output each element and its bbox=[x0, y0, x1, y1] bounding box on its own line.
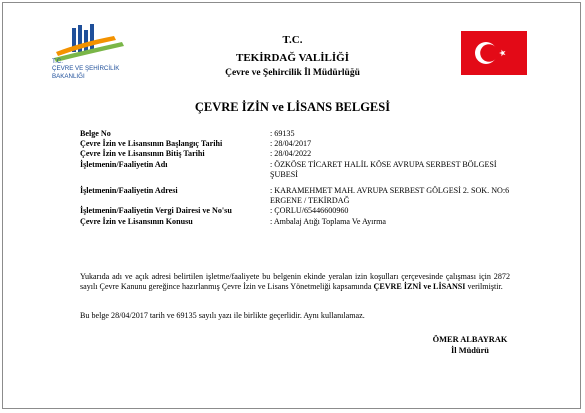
turkish-flag-icon bbox=[461, 31, 527, 75]
body-paragraph-bold: ÇEVRE İZNİ ve LİSANSI bbox=[373, 282, 466, 292]
field-label: Belge No bbox=[80, 129, 111, 138]
ministry-logo-text: T.C. ÇEVRE VE ŞEHİRCİLİK BAKANLIĞI bbox=[52, 58, 120, 80]
body-paragraph-end: verilmiştir. bbox=[465, 282, 503, 292]
field-label: İşletmenin/Faaliyetin Adresi bbox=[80, 186, 178, 196]
signatory-name: ÖMER ALBAYRAK bbox=[432, 335, 508, 344]
field-row-tax-office bbox=[80, 206, 520, 216]
field-row-business-name bbox=[80, 160, 520, 180]
field-value: : 28/04/2017 bbox=[270, 139, 520, 149]
field-label: Çevre İzin ve Lisansının Başlangıç Tarihi bbox=[80, 139, 223, 149]
header-directorate: Çevre ve Şehircilik İl Müdürlüğü bbox=[225, 68, 360, 78]
header-tc: T.C. bbox=[282, 34, 303, 46]
field-value: : KARAMEHMET MAH. AVRUPA SERBEST GÖLGESİ 2. SOK. NO:6 ERGENE / TEKİRDAĞ bbox=[270, 186, 520, 206]
field-row-document-no bbox=[80, 129, 520, 139]
field-row-start-date bbox=[80, 139, 520, 149]
field-label: Çevre İzin ve Lisansının Konusu bbox=[80, 216, 193, 226]
validity-note: Bu belge 28/04/2017 tarih ve 69135 sayılı yazı ile birlikte geçerlidir. Aynı kullanılamaz. bbox=[80, 311, 365, 320]
field-row-end-date bbox=[80, 149, 520, 159]
body-paragraph bbox=[80, 272, 510, 293]
crescent-star-icon bbox=[461, 31, 527, 75]
field-row-subject bbox=[80, 217, 520, 227]
field-label: İşletmenin/Faaliyetin Adı bbox=[80, 159, 168, 169]
body-paragraph-text: Yukarıda adı ve açık adresi belirtilen işletme/faaliyete bu belgenin ekinde yeralan izin koşulları çerçevesinde çalışması için 2872 sayılı Çevre Kanunu gereğince hazırlanmış Çevre İzin ve Lisans Yönetmeliği kapsamında bbox=[80, 272, 510, 292]
field-value: : 69135 bbox=[270, 129, 520, 139]
signatory-role: İl Müdürü bbox=[451, 346, 489, 355]
field-value: : ÖZKÖSE TİCARET HALİL KÖSE AVRUPA SERBEST BÖLGESİ ŞUBESİ bbox=[270, 160, 520, 180]
field-value: : ÇORLU/65446600960 bbox=[270, 206, 520, 216]
field-label: İşletmenin/Faaliyetin Vergi Dairesi ve No'su bbox=[80, 206, 232, 216]
field-label: Çevre İzin ve Lisansının Bitiş Tarihi bbox=[80, 149, 205, 159]
signature-block bbox=[400, 334, 540, 356]
field-value: : Ambalaj Atığı Toplama Ve Ayırma bbox=[270, 217, 520, 227]
field-value: : 28/04/2022 bbox=[270, 149, 520, 159]
field-row-business-address bbox=[80, 186, 520, 206]
document-title: ÇEVRE İZİN ve LİSANS BELGESİ bbox=[194, 100, 391, 114]
header-governorship: TEKİRDAĞ VALİLİĞİ bbox=[236, 52, 349, 64]
field-list bbox=[80, 129, 520, 227]
